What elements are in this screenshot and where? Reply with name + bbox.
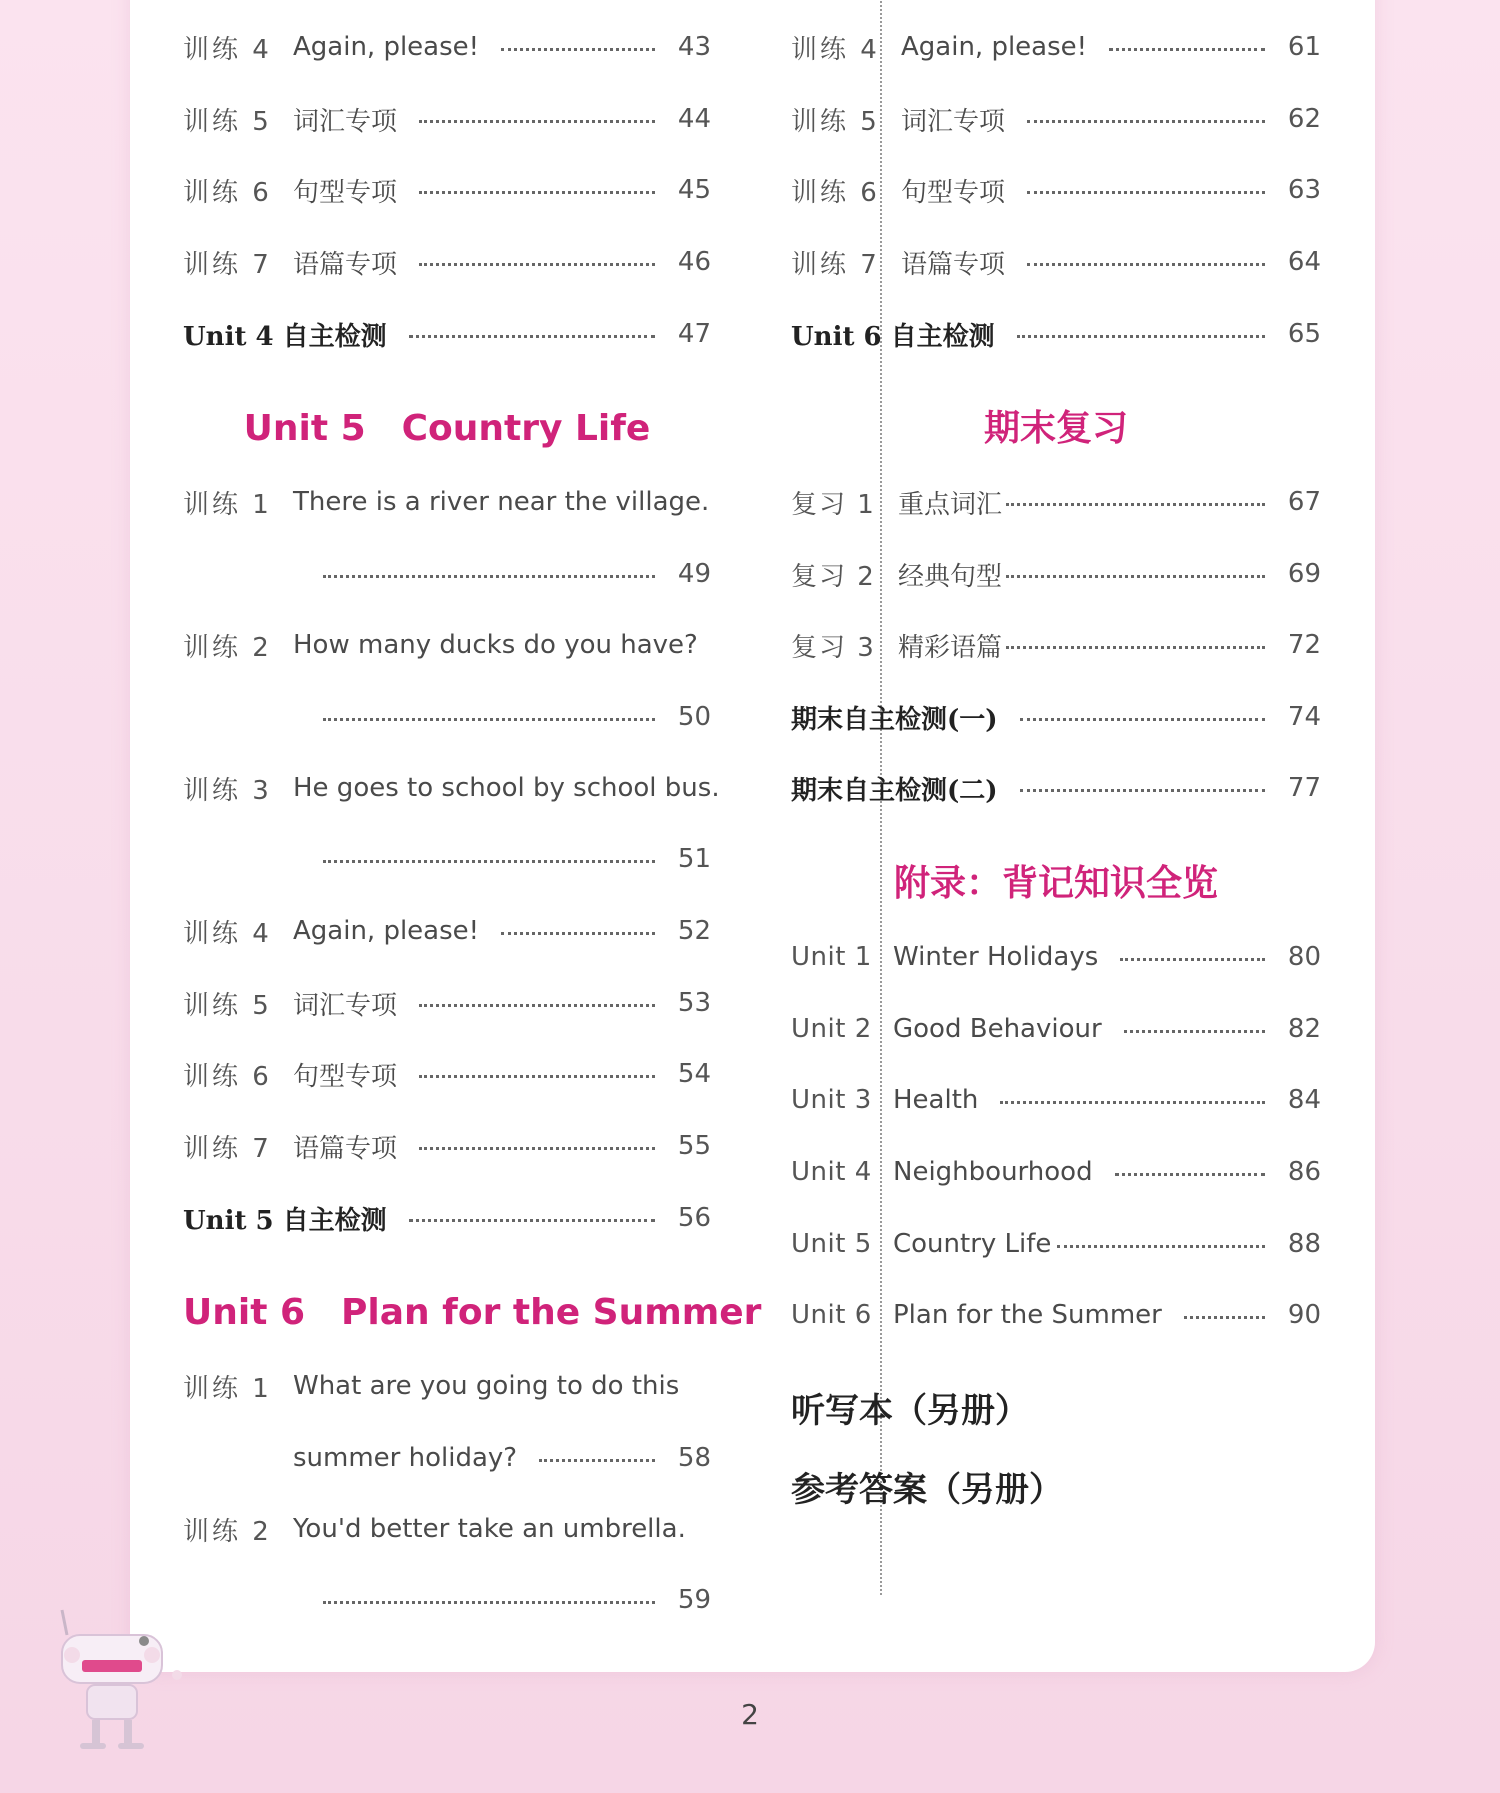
leader-dots	[323, 1601, 655, 1604]
dictation-booklet-label[interactable]: 听写本（另册）	[791, 1391, 1029, 1431]
leader-dots	[1000, 1101, 1265, 1104]
toc-page-number: 44	[677, 104, 711, 134]
leader-dots	[419, 120, 655, 123]
toc-label: Unit 6	[791, 1300, 872, 1330]
toc-title: Again, please!	[901, 32, 1088, 62]
toc-page-number: 84	[1287, 1085, 1321, 1115]
toc-title: Again, please!	[293, 32, 480, 62]
toc-label: Unit 2	[791, 1014, 872, 1044]
leader-dots	[419, 1147, 655, 1150]
toc-row[interactable]	[791, 625, 1321, 665]
toc-label: 训练 4	[183, 918, 272, 949]
toc-label: 复习 3	[791, 632, 876, 663]
toc-row[interactable]	[791, 99, 1321, 139]
leader-dots	[1057, 1245, 1265, 1248]
toc-label: 训练 6	[183, 1061, 272, 1092]
leader-dots	[419, 1004, 655, 1007]
leader-dots	[1115, 1173, 1265, 1176]
leader-dots	[1109, 48, 1265, 51]
toc-row[interactable]	[183, 242, 711, 282]
toc-label: 训练 3	[183, 775, 272, 806]
leader-dots	[1027, 191, 1265, 194]
toc-page-number: 80	[1287, 942, 1321, 972]
unit-test-title: Unit 4 自主检测	[183, 321, 387, 352]
toc-page-number: 56	[677, 1203, 711, 1233]
toc-label: 复习 2	[791, 561, 876, 592]
toc-row-continuation[interactable]	[323, 839, 711, 879]
leader-dots	[1027, 263, 1265, 266]
leader-dots	[539, 1459, 655, 1462]
toc-row[interactable]	[183, 1366, 711, 1406]
toc-row[interactable]	[791, 170, 1321, 210]
page-number: 2	[741, 1698, 759, 1731]
section-heading-review: 期末复习	[983, 408, 1128, 449]
toc-row[interactable]	[791, 937, 1321, 977]
leader-dots	[1184, 1316, 1265, 1319]
toc-page-number: 88	[1287, 1229, 1321, 1259]
leader-dots	[409, 335, 655, 338]
toc-title: Good Behaviour	[893, 1014, 1102, 1044]
toc-title: 语篇专项	[901, 249, 1006, 280]
toc-row[interactable]	[183, 625, 711, 665]
toc-page-number: 58	[677, 1443, 711, 1473]
toc-page-number: 90	[1287, 1300, 1321, 1330]
leader-dots	[1017, 335, 1265, 338]
toc-page-number: 46	[677, 247, 711, 277]
toc-row[interactable]	[183, 983, 711, 1023]
leader-dots	[1027, 120, 1265, 123]
toc-title: Neighbourhood	[893, 1157, 1093, 1187]
toc-row[interactable]	[183, 1126, 711, 1166]
toc-title: He goes to school by school bus.	[293, 773, 720, 803]
toc-title: How many ducks do you have?	[293, 630, 698, 660]
toc-row[interactable]	[791, 1080, 1321, 1120]
toc-page-number: 77	[1287, 773, 1321, 803]
answer-key-label[interactable]: 参考答案（另册）	[791, 1470, 1063, 1510]
toc-page-number: 72	[1287, 630, 1321, 660]
leader-dots	[1006, 646, 1265, 649]
toc-label: 训练 7	[791, 249, 880, 280]
toc-row[interactable]	[791, 554, 1321, 594]
toc-row[interactable]	[183, 170, 711, 210]
toc-title: 句型专项	[293, 177, 398, 208]
toc-page-number: 45	[677, 175, 711, 205]
toc-label: 训练 4	[791, 34, 880, 65]
toc-label: 训练 7	[183, 249, 272, 280]
toc-row[interactable]	[791, 242, 1321, 282]
toc-label: 训练 1	[183, 1373, 272, 1404]
toc-page-number: 65	[1287, 319, 1321, 349]
toc-row[interactable]	[791, 1295, 1321, 1335]
toc-title: 词汇专项	[293, 106, 398, 137]
toc-row-continuation[interactable]	[323, 554, 711, 594]
toc-row[interactable]	[791, 1224, 1321, 1264]
toc-title: 句型专项	[293, 1061, 398, 1092]
toc-label: 训练 6	[791, 177, 880, 208]
toc-page-number: 67	[1287, 487, 1321, 517]
toc-row-continuation[interactable]	[293, 1438, 711, 1478]
toc-title: 精彩语篇	[898, 632, 1003, 663]
toc-label: 训练 7	[183, 1133, 272, 1164]
toc-title: 词汇专项	[901, 106, 1006, 137]
unit-test-title: Unit 5 自主检测	[183, 1205, 387, 1236]
toc-row[interactable]	[183, 99, 711, 139]
toc-label: 训练 4	[183, 34, 272, 65]
toc-title: 句型专项	[901, 177, 1006, 208]
toc-page-number: 54	[677, 1059, 711, 1089]
leader-dots	[501, 932, 655, 935]
toc-label: Unit 1	[791, 942, 872, 972]
toc-page-number: 51	[677, 844, 711, 874]
toc-title: Again, please!	[293, 916, 480, 946]
toc-page-number: 59	[677, 1585, 711, 1615]
leader-dots	[419, 1075, 655, 1078]
toc-page-number: 53	[677, 988, 711, 1018]
final-test-row[interactable]	[791, 768, 1321, 808]
toc-title-continuation: summer holiday?	[293, 1443, 518, 1473]
leader-dots	[409, 1219, 655, 1222]
toc-label: Unit 5	[791, 1229, 872, 1259]
leader-dots	[323, 575, 655, 578]
toc-row[interactable]	[791, 1009, 1321, 1049]
toc-title: Country Life	[893, 1229, 1052, 1259]
section-heading-appendix: 附录：背记知识全览	[893, 863, 1218, 904]
leader-dots	[1020, 789, 1265, 792]
unit-test-row[interactable]	[183, 314, 711, 354]
toc-row[interactable]	[183, 482, 711, 522]
toc-page-number: 62	[1287, 104, 1321, 134]
leader-dots	[1006, 575, 1265, 578]
toc-page-number: 69	[1287, 559, 1321, 589]
toc-page-number: 64	[1287, 247, 1321, 277]
toc-row[interactable]	[791, 27, 1321, 67]
robot-mascot-icon	[52, 1605, 182, 1755]
toc-row-continuation[interactable]	[323, 1580, 711, 1620]
leader-dots	[419, 263, 655, 266]
toc-label: 训练 5	[183, 106, 272, 137]
toc-page-number: 52	[677, 916, 711, 946]
unit-test-row[interactable]	[791, 314, 1321, 354]
final-test-title: 期末自主检测(一)	[791, 704, 998, 735]
unit-test-row[interactable]	[183, 1198, 711, 1238]
toc-title: Health	[893, 1085, 979, 1115]
toc-row[interactable]	[791, 482, 1321, 522]
toc-page-number: 43	[677, 32, 711, 62]
leader-dots	[323, 718, 655, 721]
toc-page-number: 74	[1287, 702, 1321, 732]
toc-label: 训练 1	[183, 489, 272, 520]
toc-page-number: 63	[1287, 175, 1321, 205]
toc-page-number: 86	[1287, 1157, 1321, 1187]
toc-page-number: 55	[677, 1131, 711, 1161]
final-test-row[interactable]	[791, 697, 1321, 737]
toc-title: 经典句型	[898, 561, 1003, 592]
toc-title: You'd better take an umbrella.	[293, 1514, 686, 1544]
leader-dots	[1124, 1030, 1265, 1033]
leader-dots	[419, 191, 655, 194]
toc-page-number: 50	[677, 702, 711, 732]
toc-label: 训练 6	[183, 177, 272, 208]
toc-title: 重点词汇	[898, 489, 1003, 520]
toc-title: Winter Holidays	[893, 942, 1099, 972]
toc-row[interactable]	[183, 911, 711, 951]
toc-page-number: 47	[677, 319, 711, 349]
toc-page-number: 82	[1287, 1014, 1321, 1044]
toc-row[interactable]	[183, 27, 711, 67]
leader-dots	[1020, 718, 1265, 721]
toc-label: 训练 5	[183, 990, 272, 1021]
toc-page-number: 61	[1287, 32, 1321, 62]
section-heading-unit5: Unit 5 Country Life	[243, 408, 651, 449]
final-test-title: 期末自主检测(二)	[791, 775, 998, 806]
leader-dots	[1006, 503, 1265, 506]
toc-title: 语篇专项	[293, 249, 398, 280]
toc-row-continuation[interactable]	[323, 697, 711, 737]
toc-label: 训练 2	[183, 1516, 272, 1547]
toc-label: 训练 5	[791, 106, 880, 137]
leader-dots	[1120, 958, 1265, 961]
toc-label: 训练 2	[183, 632, 272, 663]
toc-row[interactable]	[183, 1054, 711, 1094]
toc-label: 复习 1	[791, 489, 876, 520]
toc-title: 词汇专项	[293, 990, 398, 1021]
leader-dots	[323, 860, 655, 863]
toc-title: Plan for the Summer	[893, 1300, 1162, 1330]
toc-title: 语篇专项	[293, 1133, 398, 1164]
toc-title: What are you going to do this	[293, 1371, 680, 1401]
unit-test-title: Unit 6 自主检测	[791, 321, 995, 352]
toc-row[interactable]	[183, 768, 720, 808]
toc-row[interactable]	[183, 1509, 711, 1549]
leader-dots	[501, 48, 655, 51]
toc-row[interactable]	[791, 1152, 1321, 1192]
toc-label: Unit 3	[791, 1085, 872, 1115]
section-heading-unit6: Unit 6 Plan for the Summer	[183, 1292, 762, 1333]
toc-title: There is a river near the village.	[293, 487, 710, 517]
toc-page-number: 49	[677, 559, 711, 589]
toc-label: Unit 4	[791, 1157, 872, 1187]
